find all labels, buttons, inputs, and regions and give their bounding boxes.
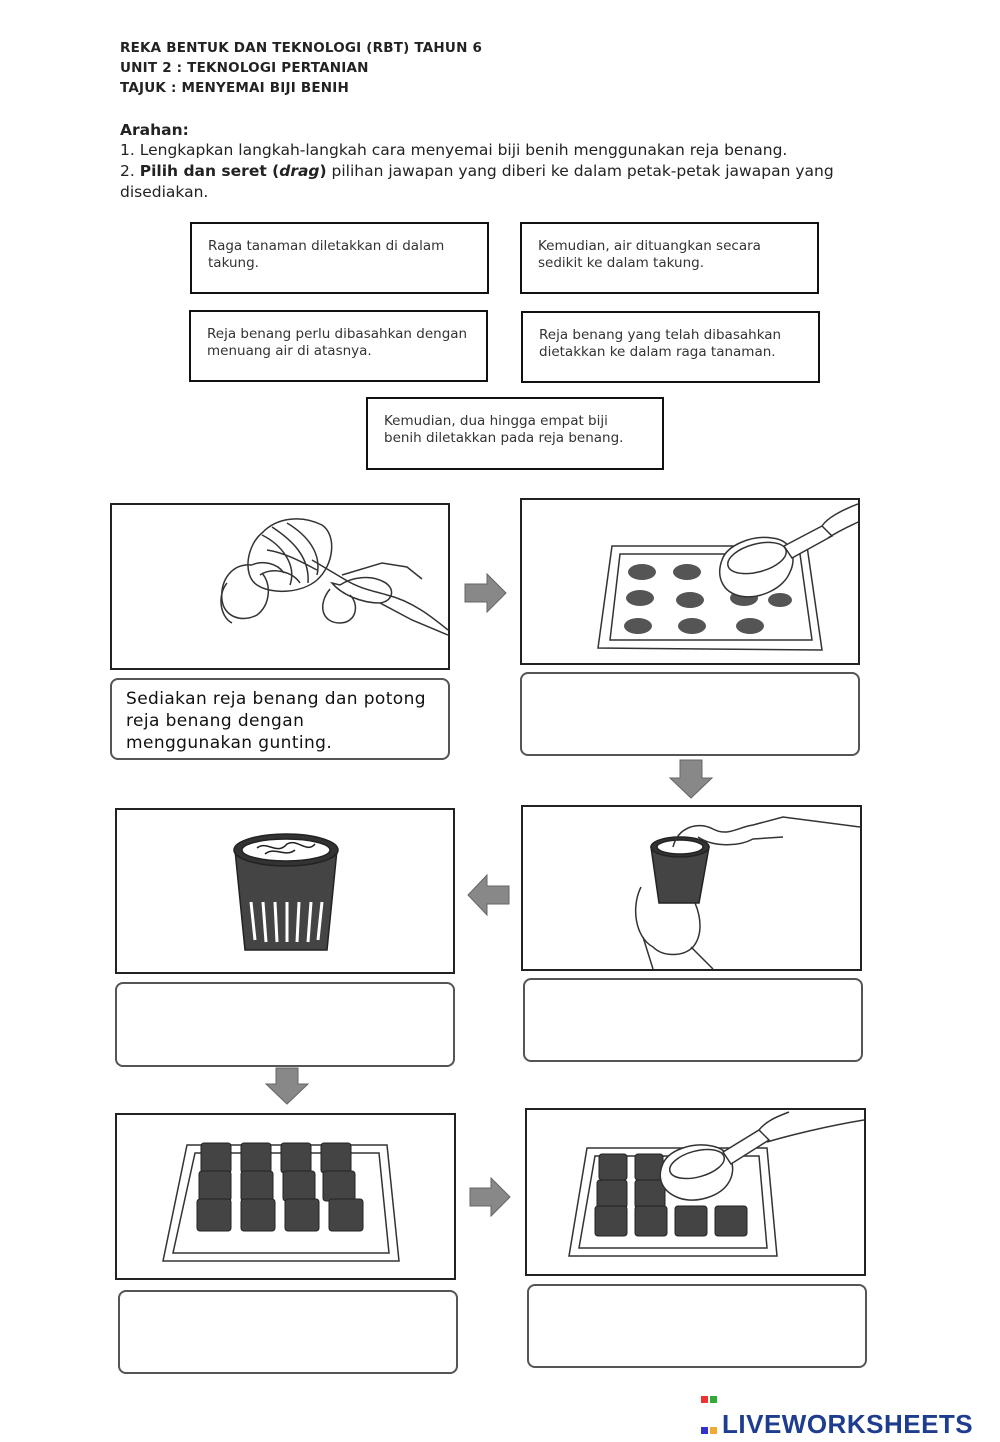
worksheet-topic: TAJUK : MENYEMAI BIJI BENIH	[120, 80, 350, 96]
option-card-2[interactable]: Kemudian, air dituangkan secara sedikit ke dalam takung.	[520, 222, 819, 294]
step-5-illustration	[115, 1113, 456, 1280]
step-1-illustration	[110, 503, 450, 670]
instruction-2-text: pilihan jawapan yang diberi ke dalam petak-petak jawapan yang disediakan.	[120, 162, 834, 201]
instruction-2-number: 2.	[120, 162, 140, 180]
step-5-answer-box[interactable]	[118, 1290, 458, 1374]
logo-grid-icon	[700, 1380, 720, 1400]
worksheet-title: REKA BENTUK DAN TEKNOLOGI (RBT) TAHUN 6	[120, 40, 483, 56]
instruction-2	[120, 161, 880, 203]
baskets-tray-drawing	[117, 1115, 454, 1278]
option-card-1[interactable]: Raga tanaman diletakkan di dalam takung.	[190, 222, 489, 294]
instruction-2-bold: Pilih dan seret (	[139, 162, 280, 180]
step-4-illustration	[115, 808, 455, 974]
logo-text: LIVEWORKSHEETS	[722, 1409, 974, 1439]
hands-basket-drawing	[523, 807, 860, 969]
arrow-down-icon	[264, 1066, 310, 1106]
option-card-4[interactable]: Reja benang yang telah dibasahkan dietakkan ke dalam raga tanaman.	[521, 311, 820, 383]
arrow-right-icon	[468, 1176, 512, 1218]
scissors-yarn-drawing	[112, 505, 448, 668]
step-3-answer-box[interactable]	[523, 978, 863, 1062]
arrow-down-icon	[668, 758, 714, 800]
instruction-2-bold-close: )	[319, 162, 327, 180]
arrow-left-icon	[466, 873, 511, 917]
step-6-answer-box[interactable]	[527, 1284, 867, 1368]
step-2-answer-box[interactable]	[520, 672, 860, 756]
pouring-tray-drawing	[522, 500, 858, 663]
step-2-illustration	[520, 498, 860, 665]
option-card-3[interactable]: Reja benang perlu dibasahkan dengan menuang air di atasnya.	[189, 310, 488, 382]
pour-baskets-drawing	[527, 1110, 864, 1274]
worksheet-unit: UNIT 2 : TEKNOLOGI PERTANIAN	[120, 60, 369, 76]
instruction-1: 1. Lengkapkan langkah-langkah cara menyemai biji benih menggunakan reja benang.	[120, 141, 788, 159]
instruction-2-italic: drag	[279, 162, 320, 180]
step-6-illustration	[525, 1108, 866, 1276]
step-1-answer: Sediakan reja benang dan potong reja benang dengan menggunakan gunting.	[110, 678, 450, 760]
step-3-illustration	[521, 805, 862, 971]
basket-drawing	[117, 810, 453, 972]
option-card-5[interactable]: Kemudian, dua hingga empat biji benih diletakkan pada reja benang.	[366, 397, 664, 470]
liveworksheets-logo	[700, 1380, 973, 1440]
arrow-right-icon	[463, 572, 508, 614]
instructions-heading: Arahan:	[120, 121, 189, 139]
step-4-answer-box[interactable]	[115, 982, 455, 1067]
